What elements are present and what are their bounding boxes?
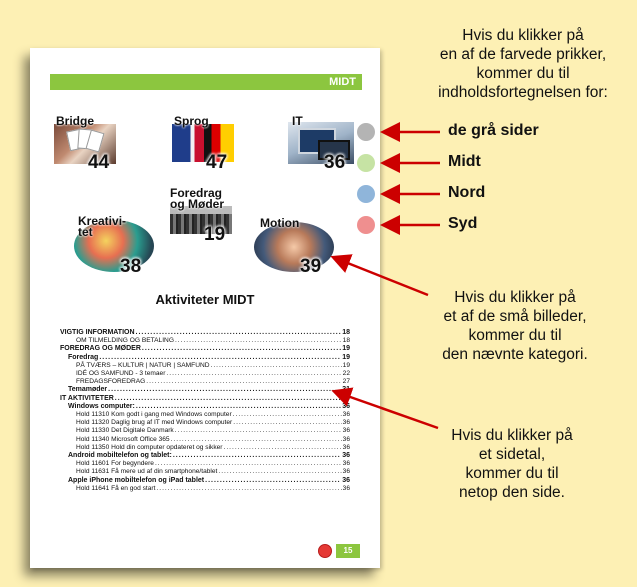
dots-instruction-line: Hvis du klikker på	[462, 27, 584, 44]
toc-entry[interactable]: FOREDRAG OG MØDER ..... 19	[60, 345, 350, 353]
dots-instruction-line: kommer du til	[476, 65, 570, 82]
toc-entry[interactable]: IDÉ OG SAMFUND - 3 temaer ..... 22	[60, 370, 350, 378]
section-header-bar: MIDT	[50, 74, 362, 90]
toc-entry[interactable]: Foredrag ..... 19	[60, 354, 350, 362]
images-instruction	[410, 288, 620, 364]
it-label: IT	[292, 114, 303, 128]
pagenumbers-instruction-line: kommer du til	[465, 465, 559, 482]
pagenumbers-instruction-line: et sidetal,	[478, 446, 546, 463]
page-number[interactable]: 15	[336, 544, 360, 558]
toc-entry[interactable]: Hold 11310 Kom godt i gang med Windows computer ..... 36	[60, 411, 350, 419]
bridge-label: Bridge	[56, 114, 95, 128]
pagenumbers-instruction-line: Hvis du klikker på	[451, 427, 573, 444]
kreativitet-page-number[interactable]: 38	[120, 256, 142, 277]
foredrag-label: Foredrag og Møder	[170, 186, 224, 211]
pagenumbers-instruction	[432, 426, 592, 502]
toc-entry[interactable]: PÅ TVÆRS – KULTUR | NATUR | SAMFUND ..... 19	[60, 362, 350, 370]
it-page-number[interactable]: 36	[324, 152, 346, 173]
motion-page-number[interactable]: 39	[300, 256, 322, 277]
toc-entry[interactable]: Temamøder ..... 31	[60, 386, 350, 394]
toc-entry[interactable]: Android mobiltelefon og tablet: ..... 36	[60, 452, 350, 460]
pagenumbers-instruction-line: netop den side.	[458, 484, 565, 501]
toc-entry[interactable]: Windows computer: ..... 36	[60, 403, 350, 411]
motion-label: Motion	[260, 216, 300, 230]
toc-entry[interactable]: Hold 11320 Daglig brug af IT med Windows computer ..... 36	[60, 419, 350, 427]
legend-nord-label: Nord	[448, 184, 486, 201]
toc-entry[interactable]: Hold 11601 For begyndere ..... 36	[60, 460, 350, 468]
toc-entry[interactable]: OM TILMELDING OG BETALING ..... 18	[60, 337, 350, 345]
toc-entry[interactable]: Hold 11330 Det Digitale Danmark ..... 36	[60, 427, 350, 435]
toc-entry[interactable]: Hold 11350 Hold din computer opdateret og sikker ..... 36	[60, 444, 350, 452]
legend-grey-label: de grå sider	[448, 122, 539, 139]
images-instruction-line: et af de små billeder,	[443, 308, 587, 325]
arrow-pagenumbers	[336, 392, 438, 428]
toc-entry[interactable]: Hold 11340 Microsoft Office 365 ..... 36	[60, 436, 350, 444]
toc-entry[interactable]: FREDAGSFOREDRAG ..... 27	[60, 378, 350, 386]
toc-entry[interactable]: Hold 11641 Få en god start ..... 36	[60, 485, 350, 493]
legend-syd-label: Syd	[448, 215, 478, 232]
dots-instruction-line: indholdsfortegnelsen for:	[438, 84, 608, 101]
toc-entry[interactable]: IT AKTIVITETER ..... 36	[60, 395, 350, 403]
kreativitet-label: Kreativi-tet	[78, 214, 127, 239]
images-instruction-line: Hvis du klikker på	[454, 289, 576, 306]
foredrag-page-number[interactable]: 19	[204, 224, 226, 245]
toc-entry[interactable]: Apple iPhone mobiltelefon og iPad tablet ..... 36	[60, 477, 350, 485]
sprog-label: Sprog	[174, 114, 209, 128]
legend-midt-label: Midt	[448, 153, 481, 170]
bridge-page-number[interactable]: 44	[88, 152, 110, 173]
dots-instruction-line: en af de farvede prikker,	[439, 46, 607, 63]
images-instruction-line: kommer du til	[468, 327, 562, 344]
sprog-page-number[interactable]: 47	[206, 152, 228, 173]
page-title: Aktiviteter MIDT	[155, 292, 255, 307]
images-instruction-line: den nævnte kategori.	[442, 346, 588, 363]
dots-instruction	[398, 26, 637, 102]
toc-entry[interactable]: Hold 11631 Få mere ud af din smartphone/tablet ..... 36	[60, 468, 350, 476]
toc-entry[interactable]: VIGTIG INFORMATION ..... 18	[60, 329, 350, 337]
